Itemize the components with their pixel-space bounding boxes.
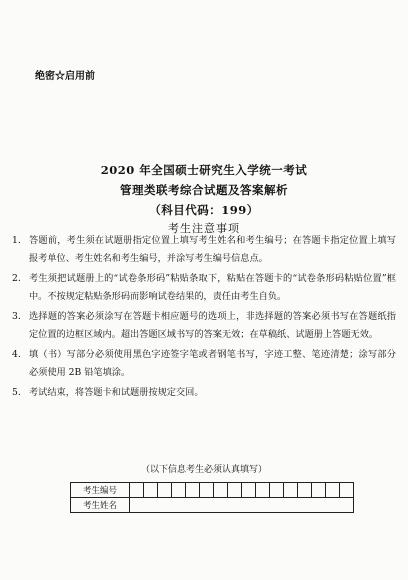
candidate-id-box[interactable] — [172, 483, 186, 498]
title-block — [0, 160, 408, 238]
candidate-id-box[interactable] — [130, 483, 144, 498]
notes-list — [12, 232, 396, 404]
candidate-id-label: 考生编号 — [71, 483, 130, 498]
exam-subtitle: 管理类联考综合试题及答案解析 — [120, 183, 288, 197]
candidate-name-field[interactable] — [130, 498, 354, 513]
info-hint: （以下信息考生必须认真填写） — [140, 465, 267, 475]
candidate-id-box[interactable] — [228, 483, 242, 498]
note-number: 2. — [12, 273, 21, 284]
notes-heading: 考生注意事项 — [168, 222, 240, 235]
candidate-id-box[interactable] — [256, 483, 270, 498]
note-number: 5. — [12, 387, 21, 398]
note-number: 1. — [12, 235, 21, 246]
candidate-name-label: 考生姓名 — [71, 498, 130, 513]
candidate-id-box[interactable] — [186, 483, 200, 498]
note-text: 考试结束，将答题卡和试题册按规定交回。 — [29, 387, 204, 398]
note-item — [12, 346, 396, 382]
note-item — [12, 308, 396, 344]
candidate-id-box[interactable] — [298, 483, 312, 498]
secret-label: 绝密☆启用前 — [35, 71, 95, 82]
candidate-id-box[interactable] — [270, 483, 284, 498]
note-number: 3. — [12, 311, 21, 322]
candidate-id-box[interactable] — [242, 483, 256, 498]
note-item — [12, 270, 396, 306]
candidate-id-box[interactable] — [200, 483, 214, 498]
note-text: 选择题的答案必须涂写在答题卡相应题号的选项上，非选择题的答案必须书写在答题纸指定位置的边框区域内。超出答题区域书写的答案无效；在草稿纸、试题册上答题无效。 — [29, 311, 396, 340]
subject-code: （科目代码：199） — [149, 203, 259, 217]
candidate-name-row — [71, 498, 354, 513]
candidate-id-box[interactable] — [214, 483, 228, 498]
candidate-id-box[interactable] — [144, 483, 158, 498]
note-text: 答题前，考生须在试题册指定位置上填写考生姓名和考生编号；在答题卡指定位置上填写报考单位、考生姓名和考生编号，并涂写考生编号信息点。 — [29, 235, 396, 264]
note-item — [12, 232, 396, 268]
candidate-id-box[interactable] — [312, 483, 326, 498]
candidate-id-row — [71, 483, 354, 498]
note-number: 4. — [12, 349, 21, 360]
candidate-id-box[interactable] — [326, 483, 340, 498]
candidate-id-box[interactable] — [340, 483, 354, 498]
candidate-id-box[interactable] — [284, 483, 298, 498]
note-text: 填（书）写部分必须使用黑色字迹签字笔或者钢笔书写，字迹工整、笔迹清楚；涂写部分必须使用 2B 铅笔填涂。 — [29, 349, 396, 378]
candidate-id-box[interactable] — [158, 483, 172, 498]
note-item — [12, 384, 396, 402]
exam-title: 2020 年全国硕士研究生入学统一考试 — [100, 163, 308, 177]
note-text: 考生须把试题册上的“试卷条形码”粘贴条取下，粘贴在答题卡的“试卷条形码粘贴位置”框中。不按规定粘贴条形码而影响试卷结果的，责任由考生自负。 — [29, 273, 396, 302]
candidate-info-table — [70, 482, 354, 513]
